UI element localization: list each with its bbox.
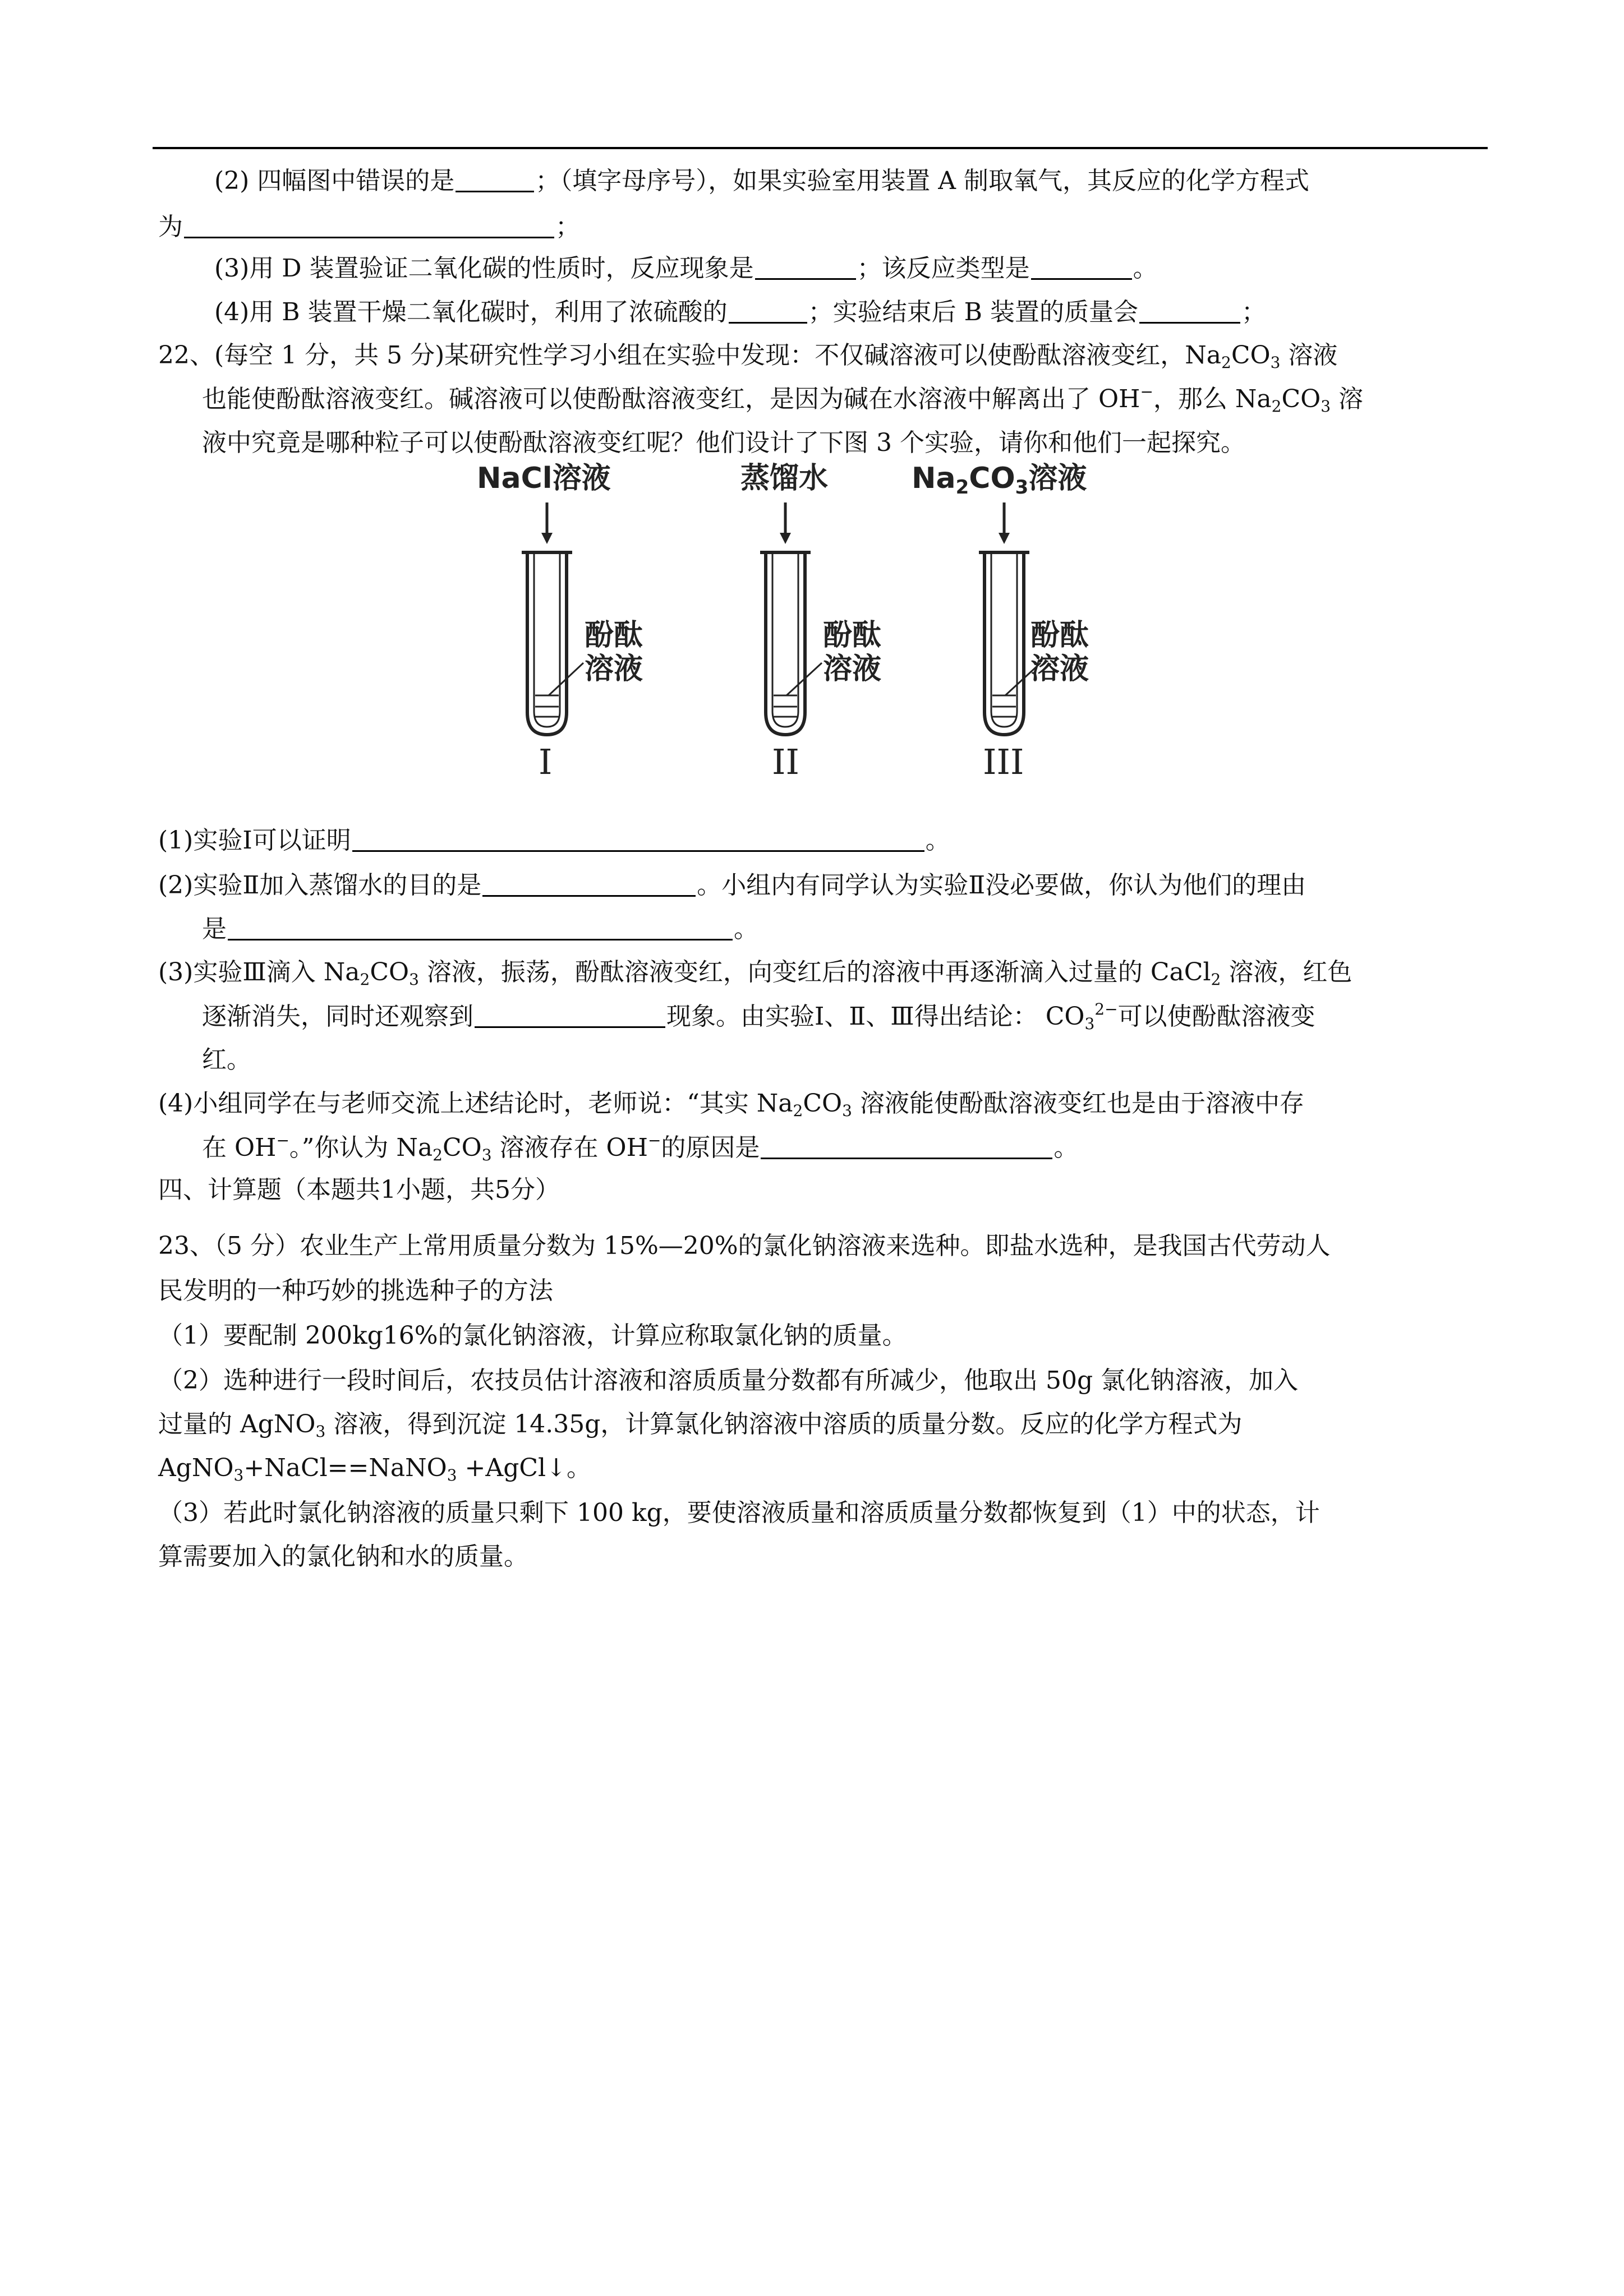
section-4-heading: 四、计算题（本题共1小题，共5分） [158, 1175, 560, 1204]
answer-blank[interactable] [456, 168, 534, 192]
test-tube-3 [912, 462, 1089, 780]
q23-line1: 23、（5 分）农业生产上常用质量分数为 15%—20%的氯化钠溶液来选种。即盐水选种，是我国古代劳动人 [158, 1232, 1331, 1260]
answer-blank[interactable] [352, 828, 924, 852]
roman-numeral-2: II [772, 741, 799, 780]
test-tube-figure [438, 454, 1122, 780]
answer-blank[interactable] [482, 873, 696, 897]
answer-blank[interactable] [755, 256, 856, 280]
roman-numeral-3: III [983, 741, 1024, 780]
answer-blank[interactable] [184, 214, 554, 238]
roman-numeral-1: I [539, 741, 553, 780]
q23-line2: 民发明的一种巧妙的挑选种子的方法 [158, 1276, 553, 1305]
solution-label: 溶液 [823, 652, 882, 686]
solution-label: 溶液 [1030, 652, 1089, 686]
phenolphthalein-label: 酚酞 [585, 619, 643, 652]
q21-part3: (3)用 D 装置验证二氧化碳的性质时，反应现象是 ；该反应类型是 。 [214, 254, 1158, 283]
answer-blank[interactable] [761, 1135, 1052, 1159]
q22-sub3-line3: 红。 [202, 1045, 251, 1074]
q22-intro-line1: 22、(每空 1 分，共 5 分)某研究性学习小组在实验中发现：不仅碱溶液可以使酚酞溶液变红，$Na_2CO_3$ 溶液 [158, 341, 1338, 372]
q22-sub3-line1: (3)实验Ⅲ滴入 $Na_2CO_3$ 溶液，振荡，酚酞溶液变红，向变红后的溶液中再逐渐滴入过量的 CaCl$_2$ 溶液，红色 [158, 958, 1352, 989]
q21-part2-line1: (2) 四幅图中错误的是 ；（填字母序号），如果实验室用装置 A 制取氧气，其反应的化学方程式 [214, 167, 1310, 195]
answer-blank[interactable] [1031, 256, 1132, 280]
answer-blank[interactable] [228, 916, 733, 940]
tube-2-label: 蒸馏水 [740, 462, 829, 495]
answer-blank[interactable] [475, 1004, 665, 1028]
q23-part2-line2: 过量的 AgNO$_3$ 溶液，得到沉淀 14.35g，计算氯化钠溶液中溶质的质量分数。反应的化学方程式为 [158, 1410, 1243, 1441]
test-tube-2 [740, 462, 881, 780]
q23-part1: （1）要配制 200kg16%的氯化钠溶液，计算应称取氯化钠的质量。 [158, 1321, 907, 1350]
q23-part3-line1: （3）若此时氯化钠溶液的质量只剩下 100 kg，要使溶液质量和溶质质量分数都恢复到（1）中的状态，计 [158, 1499, 1320, 1527]
arrow-down-icon [999, 533, 1010, 544]
q23-equation: AgNO$_3$+NaCl==NaNO$_3$ +AgCl↓。 [158, 1454, 591, 1484]
q21-part2-line2: 为 ； [158, 213, 580, 241]
phenolphthalein-label: 酚酞 [823, 619, 882, 652]
q23-part3-line2: 算需要加入的氯化钠和水的质量。 [158, 1542, 528, 1571]
q22-sub1: (1)实验Ⅰ可以证明 。 [158, 826, 950, 855]
tube-1-label: NaCl溶液 [477, 462, 611, 495]
q21-part4: (4)用 B 装置干燥二氧化碳时，利用了浓硫酸的 ；实验结束后 B 装置的质量会 ； [214, 298, 1266, 326]
q22-sub2-line1: (2)实验Ⅱ加入蒸馏水的目的是 。小组内有同学认为实验Ⅱ没必要做，你认为他们的理由 [158, 871, 1306, 900]
answer-blank[interactable] [729, 299, 807, 324]
q22-sub2-line2: 是 。 [202, 915, 758, 943]
q22-sub3-line2: 逐渐消失，同时还观察到 现象。由实验Ⅰ、Ⅱ、Ⅲ得出结论： $CO_3^{2-}$可以使酚酞溶液变 [202, 1000, 1315, 1033]
q22-sub4-line1: (4)小组同学在与老师交流上述结论时，老师说：“其实 $Na_2CO_3$ 溶液能使酚酞溶液变红也是由于溶液中存 [158, 1089, 1304, 1120]
phenolphthalein-label: 酚酞 [1030, 619, 1089, 652]
arrow-down-icon [780, 533, 791, 544]
arrow-down-icon [541, 533, 553, 544]
header-rule [153, 147, 1488, 149]
answer-blank[interactable] [1139, 299, 1240, 324]
solution-label: 溶液 [585, 652, 643, 686]
test-tube-1 [477, 462, 643, 780]
q22-intro-line3: 液中究竟是哪种粒子可以使酚酞溶液变红呢？他们设计了下图 3 个实验，请你和他们一起探究。 [202, 428, 1245, 457]
tube-3-label: Na2CO3溶液 [912, 462, 1087, 499]
q22-sub4-line2: 在 OH−。”你认为 $Na_2CO_3$ 溶液存在 OH−的原因是 。 [202, 1131, 1079, 1164]
q22-intro-line2: 也能使酚酞溶液变红。碱溶液可以使酚酞溶液变红，是因为碱在水溶液中解离出了 OH−，那么 $Na_2CO_3$ 溶 [202, 382, 1364, 416]
q23-part2-line1: （2）选种进行一段时间后，农技员估计溶液和溶质质量分数都有所减少，他取出 50g 氯化钠溶液，加入 [158, 1366, 1299, 1395]
